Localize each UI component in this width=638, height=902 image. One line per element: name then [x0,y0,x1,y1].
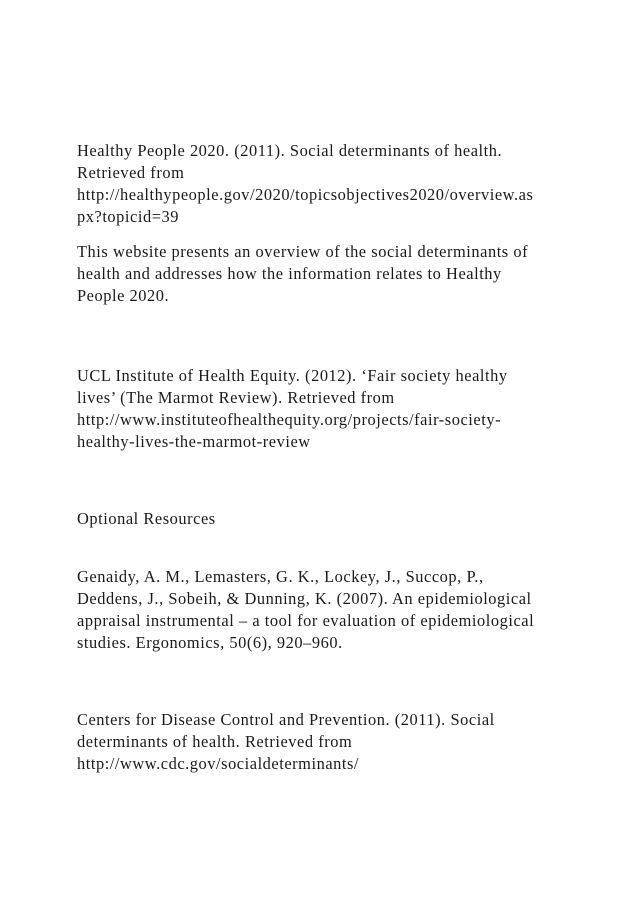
reference-ucl-url-line-2: healthy-lives-the-marmot-review [77,432,311,451]
reference-cdc-line-1: Centers for Disease Control and Prevention. (2011). Social [77,710,495,729]
reference-healthy-people-url-line-2: px?topicid=39 [77,207,179,226]
reference-healthy-people-line-2: Retrieved from [77,163,185,182]
annotation-line-2: health and addresses how the information relates to Healthy [77,264,502,283]
reference-cdc-url: http://www.cdc.gov/socialdeterminants/ [77,754,360,773]
reference-cdc-line-2: determinants of health. Retrieved from [77,732,353,751]
annotation-line-3: People 2020. [77,286,170,305]
annotation-line-1: This website presents an overview of the social determinants of [77,242,529,261]
reference-genaidy-line-2: Deddens, J., Sobeih, & Dunning, K. (2007). An epidemiological [77,589,532,608]
reference-ucl-url-line-1: http://www.instituteofhealthequity.org/projects/fair-society- [77,410,502,429]
reference-healthy-people-line-1: Healthy People 2020. (2011). Social determinants of health. [77,141,503,160]
reference-genaidy-line-3: appraisal instrumental – a tool for evaluation of epidemiological [77,611,535,630]
section-heading-optional-resources: Optional Resources [77,509,216,528]
reference-genaidy-line-1: Genaidy, A. M., Lemasters, G. K., Lockey, J., Succop, P., [77,567,484,586]
reference-ucl-line-1: UCL Institute of Health Equity. (2012). ‘Fair society healthy [77,366,508,385]
reference-healthy-people-url-line-1: http://healthypeople.gov/2020/topicsobjectives2020/overview.as [77,185,534,204]
reference-ucl-line-2: lives’ (The Marmot Review). Retrieved from [77,388,395,407]
reference-genaidy-line-4: studies. Ergonomics, 50(6), 920–960. [77,633,343,652]
